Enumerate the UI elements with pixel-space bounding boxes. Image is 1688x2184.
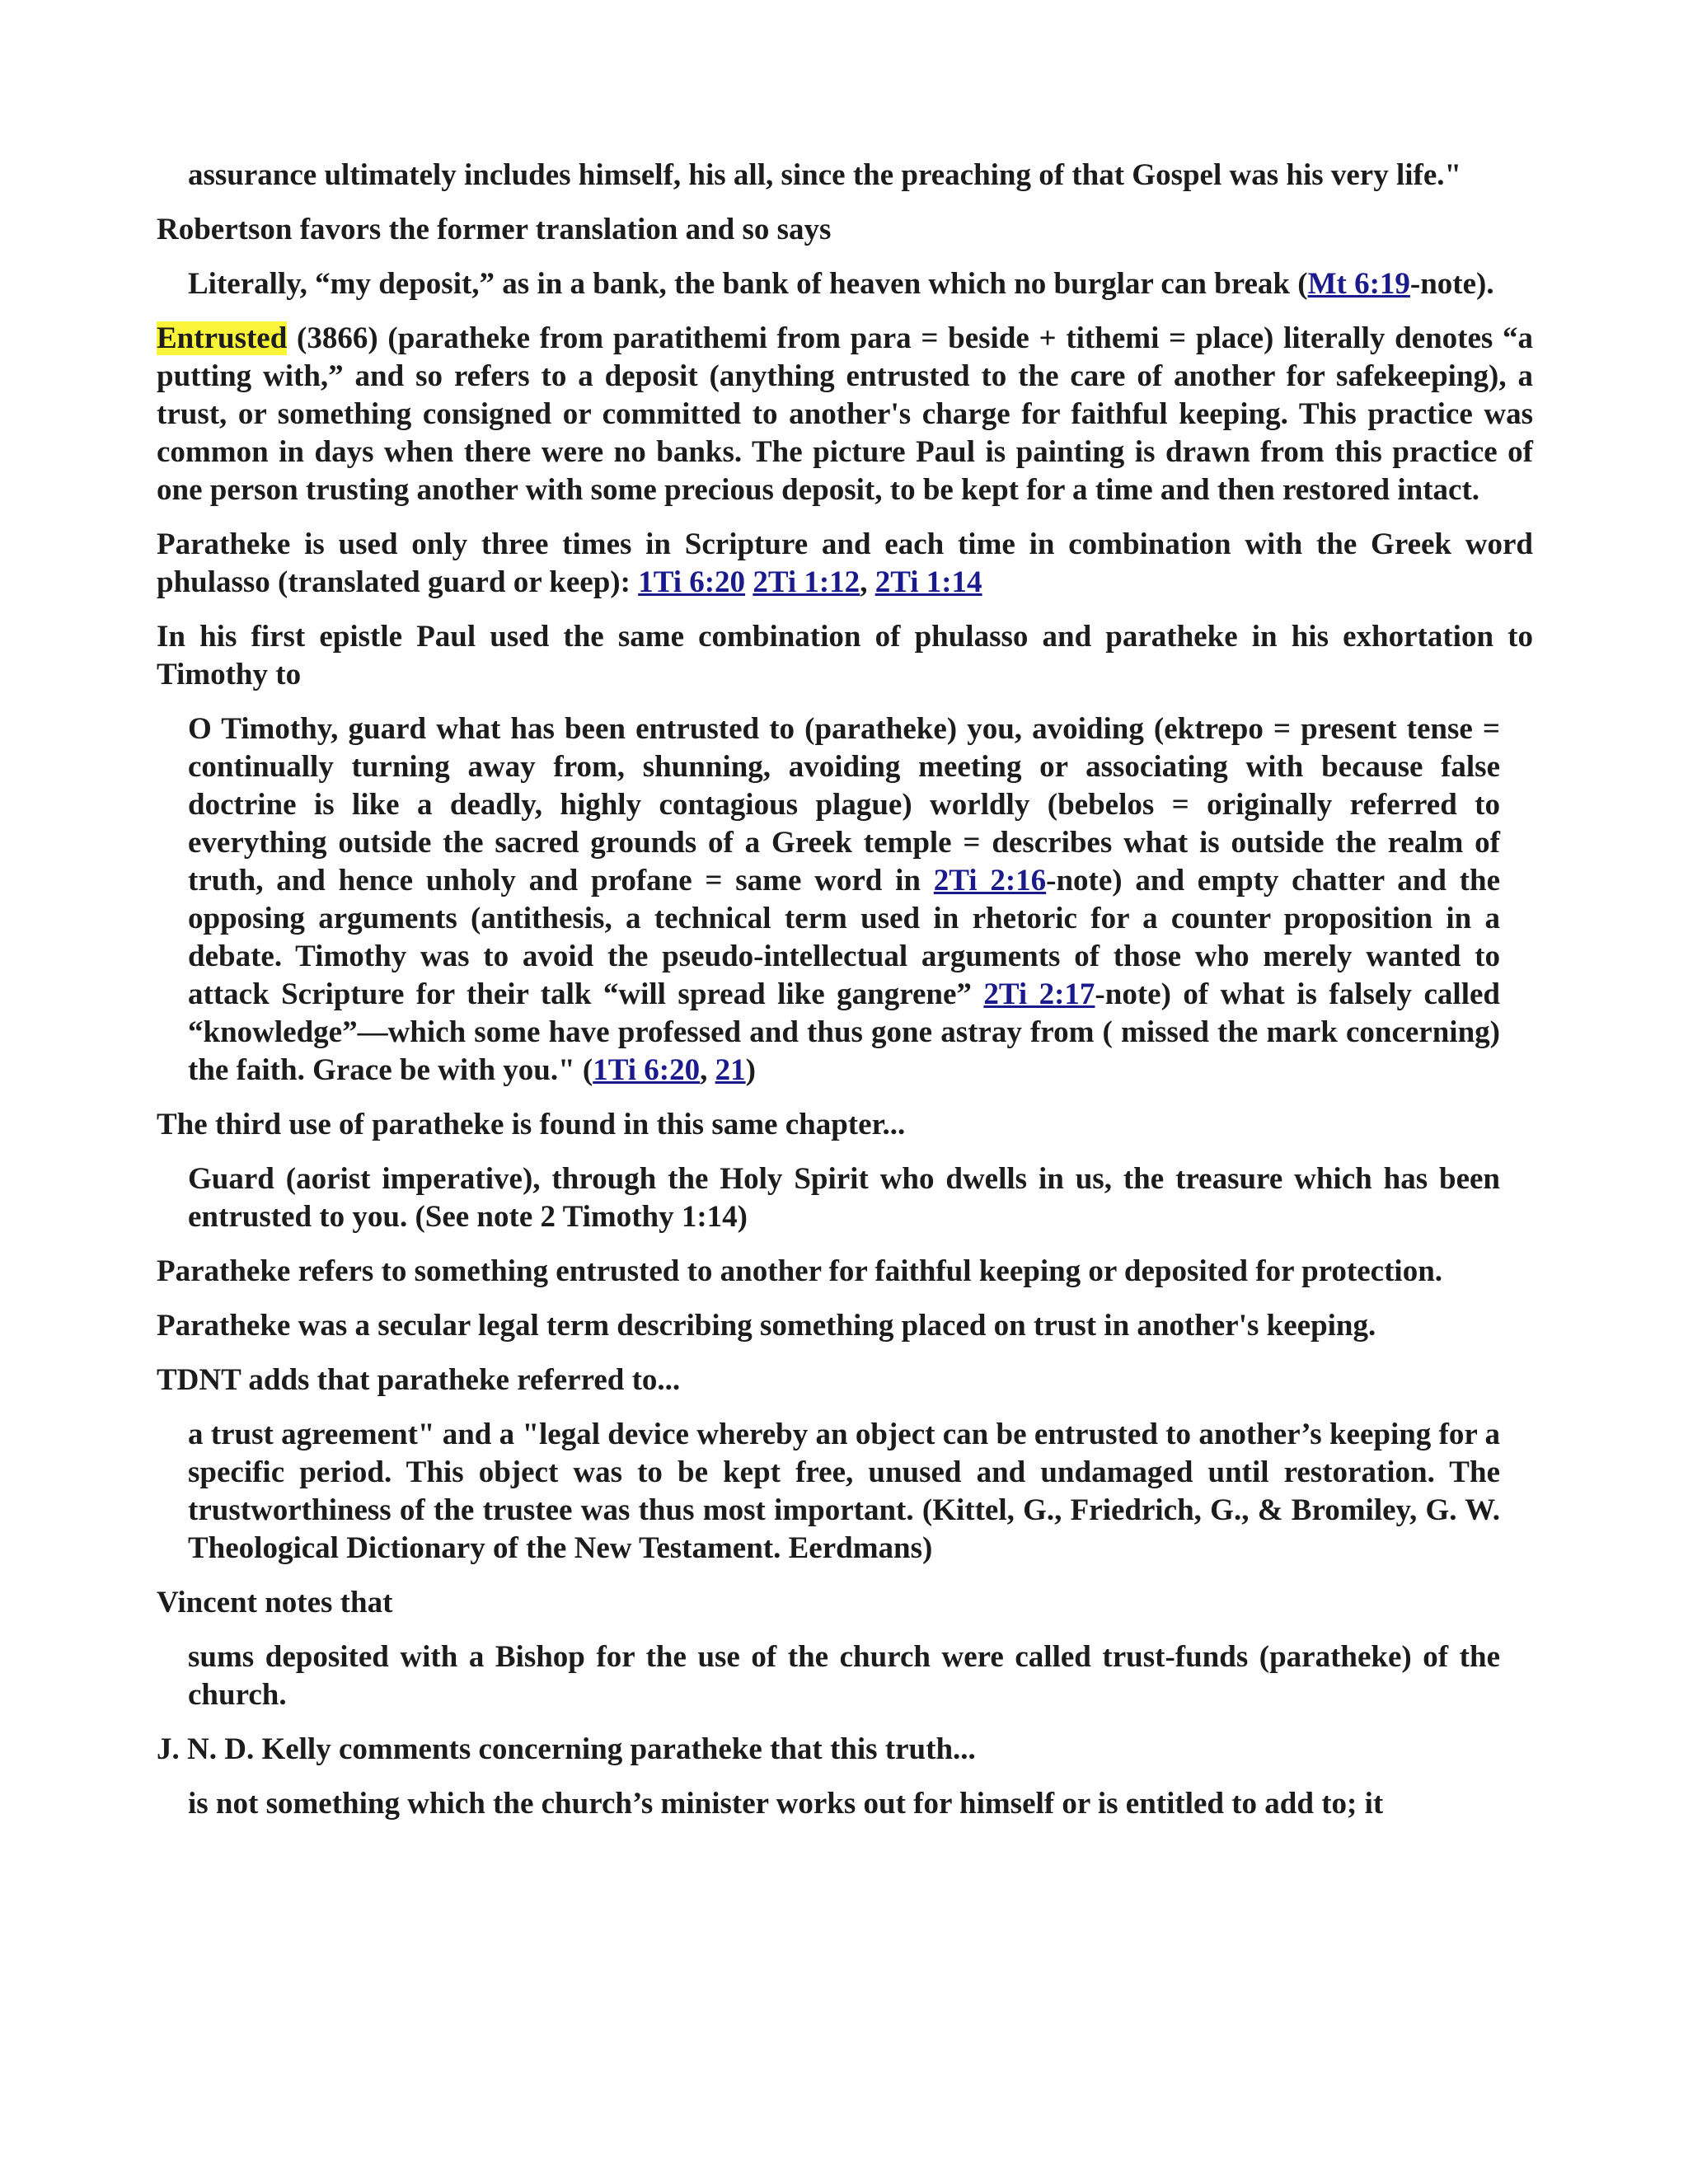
paragraph [157, 1584, 1533, 1622]
quote-text: ) [745, 1053, 756, 1087]
paragraph-text: Vincent notes that [157, 1586, 393, 1619]
separator: , [700, 1053, 715, 1087]
paragraph [157, 618, 1533, 694]
paragraph-text: Paratheke is used only three times in Scripture and each time in combination with the Greek word phulasso (translated guard or keep): [157, 527, 1533, 599]
paragraph-text: In his first epistle Paul used the same combination of phulasso and paratheke in his exhortation to Timothy to [157, 620, 1533, 691]
quote-text: sums deposited with a Bishop for the use of the church were called trust-funds (paratheke) of the church. [188, 1640, 1500, 1712]
quote-block [188, 265, 1500, 303]
quote-block [188, 1416, 1500, 1568]
quote-text: -note) and empty chatter and the opposing arguments (antithesis, a technical term used in rhetoric for a counter proposition in a debate. Timothy was to avoid the pseudo-intellectual arguments of those who merely wanted to attack Scripture for their talk “will spread like gangrene” [188, 864, 1500, 1011]
scripture-link[interactable]: 2Ti 2:16 [933, 864, 1047, 898]
scripture-link[interactable]: Mt 6:19 [1307, 267, 1410, 301]
paragraph-text: TDNT adds that paratheke referred to... [157, 1363, 681, 1397]
paragraph [157, 320, 1533, 509]
document-body [157, 157, 1533, 1840]
quote-text: Guard (aorist imperative), through the Holy Spirit who dwells in us, the treasure which has been entrusted to you. (See note 2 Timothy 1:14) [188, 1162, 1500, 1234]
separator: , [860, 565, 875, 599]
paragraph [157, 526, 1533, 602]
quote-block [188, 1160, 1500, 1236]
highlighted-term: Entrusted [157, 321, 288, 355]
scripture-link[interactable]: 2Ti 2:17 [983, 977, 1095, 1011]
paragraph-text: Paratheke refers to something entrusted to another for faithful keeping or deposited for protection. [157, 1254, 1443, 1288]
separator [745, 565, 753, 599]
paragraph [157, 211, 1533, 249]
quote-text: O Timothy, guard what has been entrusted to (paratheke) you, avoiding (ektrepo = present tense = continually turning away from, shunning, avoiding meeting or associating with because false doctrine is like a deadly, highly contagious plague) worldly (bebelos = originally referred to everything outside the sacred grounds of a Greek temple = describes what is outside the realm of truth, and hence unholy and profane = same word in [188, 712, 1500, 898]
paragraph [157, 1731, 1533, 1769]
quote-text: -note) of what is falsely called “knowledge”—which some have professed and thus gone astray from ( missed the mark concerning) the faith. Grace be with you." ( [188, 977, 1500, 1087]
quote-text: is not something which the church’s minister works out for himself or is entitled to add to; it [188, 1787, 1384, 1821]
scripture-link[interactable]: 2Ti 1:14 [874, 565, 982, 599]
paragraph-text: Paratheke was a secular legal term describing something placed on trust in another's keeping. [157, 1309, 1376, 1343]
scripture-link[interactable]: 1Ti 6:20 [638, 565, 746, 599]
quote-block [188, 157, 1500, 194]
paragraph-text: (3866) (paratheke from paratithemi from para = beside + tithemi = place) literally denotes “a putting with,” and so refers to a deposit (anything entrusted to the care of another for safekeeping), a trust, or something consigned or committed to another's charge for faithful keeping. This practice was common in days when there were no banks. The picture Paul is painting is drawn from this practice of one person trusting another with some precious deposit, to be kept for a time and then restored intact. [157, 321, 1533, 507]
quote-block [188, 1638, 1500, 1714]
quote-text: Literally, “my deposit,” as in a bank, the bank of heaven which no burglar can break ( [188, 267, 1308, 301]
scripture-link[interactable]: 21 [715, 1053, 746, 1087]
paragraph-text: J. N. D. Kelly comments concerning paratheke that this truth... [157, 1732, 976, 1766]
quote-block [188, 710, 1500, 1090]
quote-block [188, 1785, 1500, 1823]
quote-text: assurance ultimately includes himself, his all, since the preaching of that Gospel was his very life." [188, 158, 1462, 192]
quote-text: a trust agreement" and a "legal device whereby an object can be entrusted to another’s keeping for a specific period. This object was to be kept free, unused and undamaged until restoration. The trustworthiness of the trustee was thus most important. (Kittel, G., Friedrich, G., & Bromiley, G. W. Theological Dictionary of the New Testament. Eerdmans) [188, 1418, 1500, 1565]
quote-text: -note). [1409, 267, 1494, 301]
paragraph-text: The third use of paratheke is found in this same chapter... [157, 1108, 906, 1141]
paragraph [157, 1253, 1533, 1291]
paragraph [157, 1307, 1533, 1345]
scripture-link[interactable]: 1Ti 6:20 [593, 1053, 701, 1087]
scripture-link[interactable]: 2Ti 1:12 [753, 565, 860, 599]
paragraph [157, 1361, 1533, 1399]
paragraph [157, 1106, 1533, 1144]
paragraph-text: Robertson favors the former translation and so says [157, 213, 832, 246]
